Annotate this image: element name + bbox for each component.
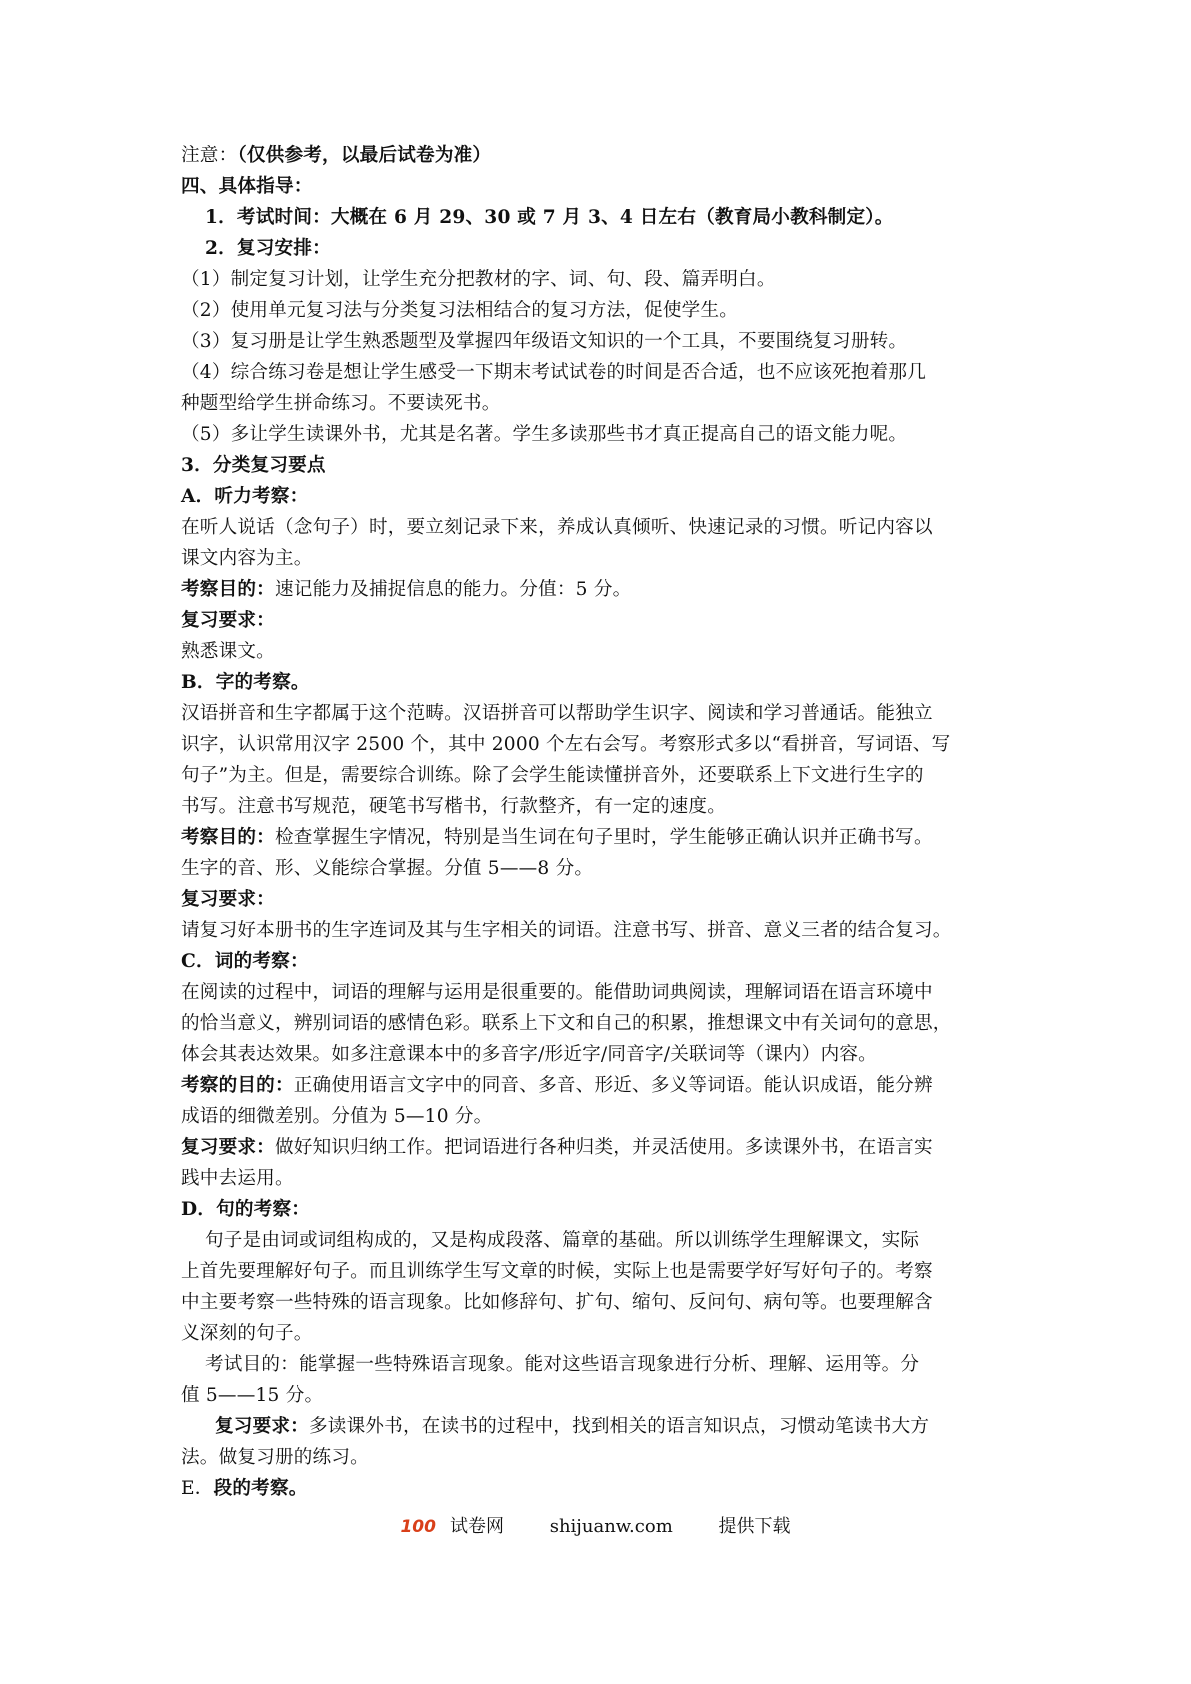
paragraph-line: 义深刻的句子。: [181, 1323, 313, 1344]
paragraph-line: 践中去运用。: [181, 1168, 294, 1189]
site-domain: shijuanw.com: [549, 1516, 673, 1537]
requirement-line: 复习要求：做好知识归纳工作。把词语进行各种归类，并灵活使用。多读课外书，在语言实: [181, 1137, 933, 1158]
paragraph-line: 课文内容为主。: [181, 548, 313, 569]
paragraph-line: 在阅读的过程中，词语的理解与运用是很重要的。能借助词典阅读，理解词语在语言环境中: [181, 982, 933, 1003]
subsection-heading: 3．分类复习要点: [181, 455, 326, 476]
review-plan-heading: 2．复习安排：: [205, 238, 331, 259]
paragraph-line: 体会其表达效果。如多注意课本中的多音字/形近字/同音字/关联词等（课内）内容。: [181, 1044, 877, 1065]
paragraph-line: （5）多让学生读课外书，尤其是名著。学生多读那些书才真正提高自己的语文能力呢。: [181, 424, 908, 445]
paragraph-line: 在听人说话（念句子）时，要立刻记录下来，养成认真倾听、快速记录的习惯。听记内容以: [181, 517, 933, 538]
topic-heading: B．字的考察。: [181, 672, 310, 693]
purpose-line: 考察目的：检查掌握生字情况，特别是当生词在句子里时，学生能够正确认识并正确书写。: [181, 827, 933, 848]
paragraph-line: 中主要考察一些特殊的语言现象。比如修辞句、扩句、缩句、反问句、病句等。也要理解含: [181, 1292, 933, 1313]
paragraph-line: 句子”为主。但是，需要综合训练。除了会学生能读懂拼音外，还要联系上下文进行生字的: [181, 765, 924, 786]
site-name: 试卷网: [449, 1516, 504, 1537]
paragraph-line: 法。做复习册的练习。: [181, 1447, 369, 1468]
paragraph-line: （2）使用单元复习法与分类复习法相结合的复习方法，促使学生。: [181, 300, 739, 321]
requirement-heading: 复习要求：: [181, 889, 275, 910]
purpose-line: 考察目的：速记能力及捕捉信息的能力。分值：5 分。: [181, 579, 632, 600]
site-logo: 100: [400, 1517, 436, 1537]
paragraph-line: 书写。注意书写规范，硬笔书写楷书，行款整齐，有一定的速度。: [181, 796, 727, 817]
topic-heading: A．听力考察：: [181, 486, 309, 507]
topic-heading: E．段的考察。: [181, 1478, 308, 1499]
paragraph-line: 种题型给学生拼命练习。不要读死书。: [181, 393, 501, 414]
paragraph-line: （1）制定复习计划，让学生充分把教材的字、词、句、段、篇弄明白。: [181, 269, 776, 290]
page-footer: [0, 1512, 1191, 1538]
document-body: [181, 140, 1023, 1504]
topic-heading: C．词的考察：: [181, 951, 309, 972]
paragraph-line: 识字，认识常用汉字 2500 个，其中 2000 个左右会写。考察形式多以“看拼音，写词语、写: [181, 734, 951, 755]
exam-time-line: 1．考试时间：大概在 6 月 29、30 或 7 月 3、4 日左右（教育局小教科制定）。: [205, 207, 894, 228]
purpose-line: 考察的目的：正确使用语言文字中的同音、多音、形近、多义等词语。能认识成语，能分辨: [181, 1075, 933, 1096]
footer-note: 提供下载: [718, 1516, 791, 1537]
topic-heading: D．句的考察：: [181, 1199, 311, 1220]
paragraph-line: 成语的细微差别。分值为 5—10 分。: [181, 1106, 493, 1127]
paragraph-line: （4）综合练习卷是想让学生感受一下期末考试试卷的时间是否合适，也不应该死抱着那几: [181, 362, 926, 383]
paragraph-line: （3）复习册是让学生熟悉题型及掌握四年级语文知识的一个工具，不要围绕复习册转。: [181, 331, 908, 352]
paragraph-line: 句子是由词或词组构成的，又是构成段落、篇章的基础。所以训练学生理解课文，实际: [205, 1230, 920, 1251]
paragraph-line: 熟悉课文。: [181, 641, 275, 662]
paragraph-line: 的恰当意义，辨别词语的感情色彩。联系上下文和自己的积累，推想课文中有关词句的意思，: [181, 1013, 952, 1034]
paragraph-line: 请复习好本册书的生字连词及其与生字相关的词语。注意书写、拼音、意义三者的结合复习。: [181, 920, 952, 941]
requirement-heading: 复习要求：: [181, 610, 275, 631]
paragraph-line: 生字的音、形、义能综合掌握。分值 5——8 分。: [181, 858, 594, 879]
section-heading: 四、具体指导：: [181, 176, 313, 197]
paragraph-line: 汉语拼音和生字都属于这个范畴。汉语拼音可以帮助学生识字、阅读和学习普通话。能独立: [181, 703, 933, 724]
paragraph-line: 值 5——15 分。: [181, 1385, 324, 1406]
paragraph-line: 上首先要理解好句子。而且训练学生写文章的时候，实际上也是需要学好写好句子的。考察: [181, 1261, 933, 1282]
paragraph-line: 考试目的：能掌握一些特殊语言现象。能对这些语言现象进行分析、理解、运用等。分: [205, 1354, 920, 1375]
note-line: 注意：（仅供参考，以最后试卷为准）: [181, 145, 492, 166]
requirement-line: 复习要求：多读课外书，在读书的过程中，找到相关的语言知识点，习惯动笔读书大方: [215, 1416, 930, 1437]
